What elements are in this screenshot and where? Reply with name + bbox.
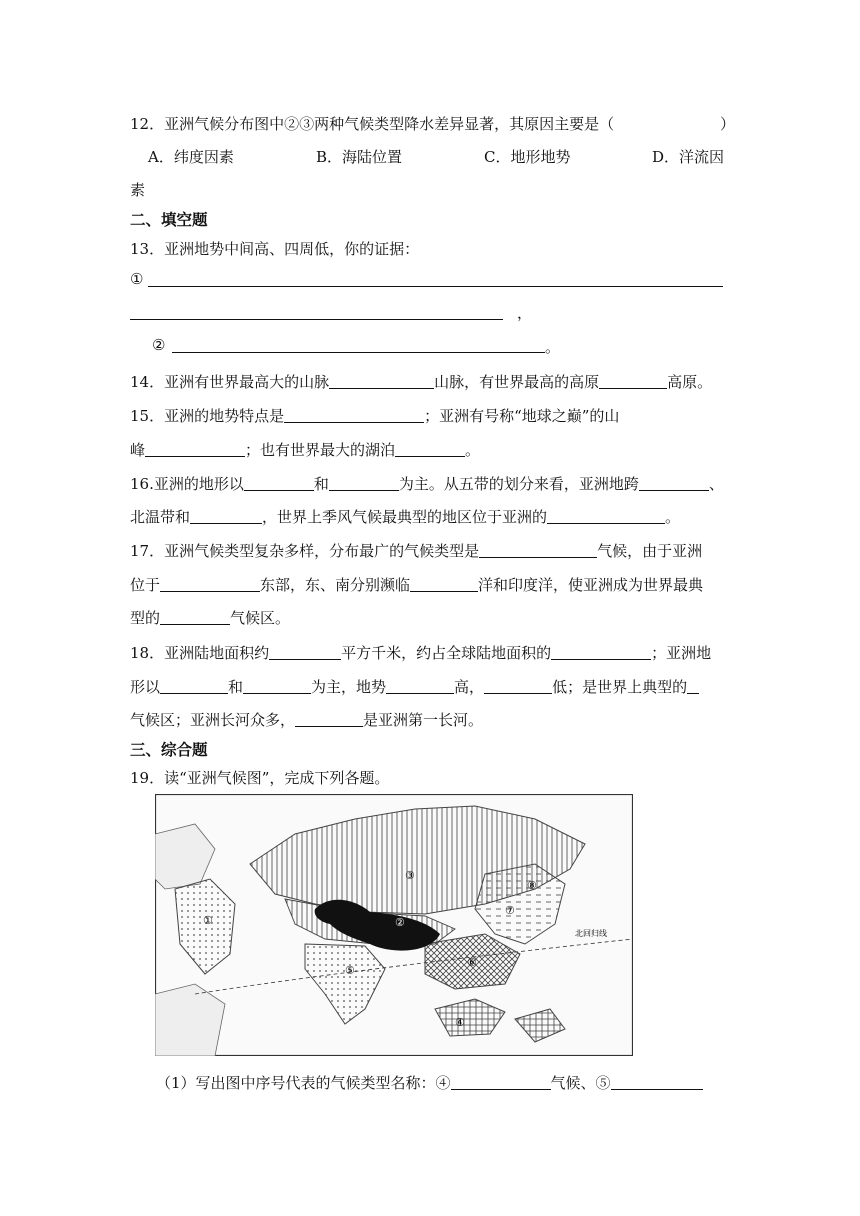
q18-text-i: 气候区；亚洲长河众多， <box>130 711 296 729</box>
q16-line-2 <box>130 506 680 527</box>
q18-line-3 <box>130 709 483 730</box>
section-fill-in-title: 二、填空题 <box>130 211 208 229</box>
q17-blank-climate-zone[interactable] <box>160 608 230 625</box>
q19-sub1 <box>156 1072 703 1093</box>
q16-blank-zone-1[interactable] <box>639 474 709 491</box>
q17-line-2 <box>130 574 703 595</box>
q15-text-d: ；也有世界最大的湖泊 <box>245 441 396 459</box>
section-comprehensive-title: 三、综合题 <box>130 741 208 759</box>
q12-option-d: D．洋流因 <box>652 148 725 166</box>
q15-blank-peak[interactable] <box>145 440 245 457</box>
q18-text-c: ；亚洲地 <box>651 644 712 662</box>
q18-text-a: 18．亚洲陆地面积约 <box>130 644 270 662</box>
q13-end: 。 <box>545 338 561 356</box>
q16-text-b: 和 <box>313 475 329 493</box>
q18-text-b: 平方千米，约占全球陆地面积的 <box>341 644 552 662</box>
q17-line-1 <box>130 540 702 561</box>
q17-blank-continent[interactable] <box>160 575 260 592</box>
q15-line-1 <box>130 405 619 426</box>
q16-text-f: ，世界上季风气候最典型的地区位于亚洲的 <box>262 508 548 526</box>
q14 <box>130 371 712 392</box>
q17-text-c: 位于 <box>130 576 161 594</box>
q16-blank-landform-2[interactable] <box>329 474 399 491</box>
q17-blank-ocean[interactable] <box>410 575 478 592</box>
q13-answer-line-1a[interactable] <box>148 286 723 287</box>
map-tropic-label: 北回归线 <box>575 929 607 938</box>
q12-option-c: C．地形地势 <box>484 148 571 166</box>
map-label-6: ⑥ <box>467 956 477 969</box>
map-label-8: ⑧ <box>527 879 537 892</box>
q18-blank-high[interactable] <box>386 677 454 694</box>
q14-text-b: 山脉，有世界最高的高原 <box>434 373 600 391</box>
q13-stem: 13．亚洲地势中间高、四周低，你的证据： <box>130 240 420 258</box>
q13-comma: ， <box>517 304 533 322</box>
map-label-1: ① <box>203 914 213 927</box>
q18-text-h: 低；是世界上典型的 <box>552 678 688 696</box>
q15-text-e: 。 <box>465 441 481 459</box>
map-label-5: ⑤ <box>345 964 355 977</box>
q18-text-g: 高， <box>454 678 485 696</box>
q16-text-g: 。 <box>665 508 681 526</box>
q13-circle-2: ② <box>152 336 166 354</box>
q16-text-d: 、 <box>708 475 724 493</box>
q18-text-f: 为主，地势 <box>311 678 387 696</box>
q12-option-b: B．海陆位置 <box>316 148 403 166</box>
q16-text-e: 北温带和 <box>130 508 191 526</box>
q18-blank-climate[interactable] <box>687 677 699 694</box>
q12-option-a: A．纬度因素 <box>148 148 234 166</box>
q18-text-j: 是亚洲第一长河。 <box>363 711 484 729</box>
q18-blank-landform-2[interactable] <box>243 677 311 694</box>
q18-blank-share[interactable] <box>551 643 651 660</box>
q16-blank-zone-2[interactable] <box>190 507 262 524</box>
q18-text-d: 形以 <box>130 678 161 696</box>
q14-text-c: 高原。 <box>667 373 713 391</box>
q17-line-3 <box>130 607 290 628</box>
map-label-2: ② <box>395 916 405 929</box>
q12-stem: 12．亚洲气候分布图中②③两种气候类型降水差异显著，其原因主要是（ <box>130 115 615 133</box>
q18-line-1 <box>130 642 711 663</box>
q19-sub1-text-a: （1）写出图中序号代表的气候类型名称：④ <box>156 1074 451 1092</box>
q13-answer-line-2[interactable] <box>172 352 545 353</box>
q15-text-a: 15．亚洲的地势特点是 <box>130 407 285 425</box>
q17-text-d: 东部，东、南分别濒临 <box>260 576 411 594</box>
map-label-4: ④ <box>455 1016 465 1029</box>
q17-text-g: 气候区。 <box>230 609 291 627</box>
q15-blank-terrain[interactable] <box>284 406 424 423</box>
q16-text-c: 为主。从五带的划分来看，亚洲地跨 <box>398 475 639 493</box>
q14-text-a: 14．亚洲有世界最高大的山脉 <box>130 373 330 391</box>
q18-line-2 <box>130 676 699 697</box>
q16-blank-landform-1[interactable] <box>244 474 314 491</box>
q15-text-b: ；亚洲有号称“地球之巅”的山 <box>424 407 620 425</box>
map-label-7: ⑦ <box>505 904 515 917</box>
q17-text-a: 17．亚洲气候类型复杂多样，分布最广的气候类型是 <box>130 542 480 560</box>
q17-text-b: 气候，由于亚洲 <box>597 542 703 560</box>
q18-blank-area[interactable] <box>269 643 341 660</box>
q18-blank-low[interactable] <box>484 677 552 694</box>
q17-blank-climate[interactable] <box>479 541 597 558</box>
q19-stem: 19．读“亚洲气候图”，完成下列各题。 <box>130 769 390 787</box>
q14-blank-mountain[interactable] <box>329 372 434 389</box>
q13-circle-1: ① <box>130 270 144 288</box>
q15-text-c: 峰 <box>130 441 146 459</box>
q18-blank-river[interactable] <box>295 710 363 727</box>
asia-climate-map <box>155 794 633 1056</box>
q17-text-f: 型的 <box>130 609 161 627</box>
q17-text-e: 洋和印度洋，使亚洲成为世界最典 <box>478 576 704 594</box>
q18-text-e: 和 <box>228 678 244 696</box>
q13-answer-line-1b[interactable] <box>130 319 503 320</box>
q15-line-2 <box>130 439 480 460</box>
q16-line-1 <box>130 473 724 494</box>
q19-sub1-text-b: 气候、⑤ <box>550 1074 611 1092</box>
q15-blank-lake[interactable] <box>395 440 465 457</box>
q19-blank-climate-4[interactable] <box>451 1073 551 1090</box>
map-label-3: ③ <box>405 869 415 882</box>
q14-blank-plateau[interactable] <box>599 372 667 389</box>
q18-blank-landform-1[interactable] <box>160 677 228 694</box>
q12-close-paren: ） <box>720 115 736 133</box>
q19-blank-climate-5[interactable] <box>611 1073 703 1090</box>
q16-blank-region[interactable] <box>547 507 665 524</box>
q16-text-a: 16.亚洲的地形以 <box>130 475 244 493</box>
q12-option-d-wrap: 素 <box>130 181 146 199</box>
